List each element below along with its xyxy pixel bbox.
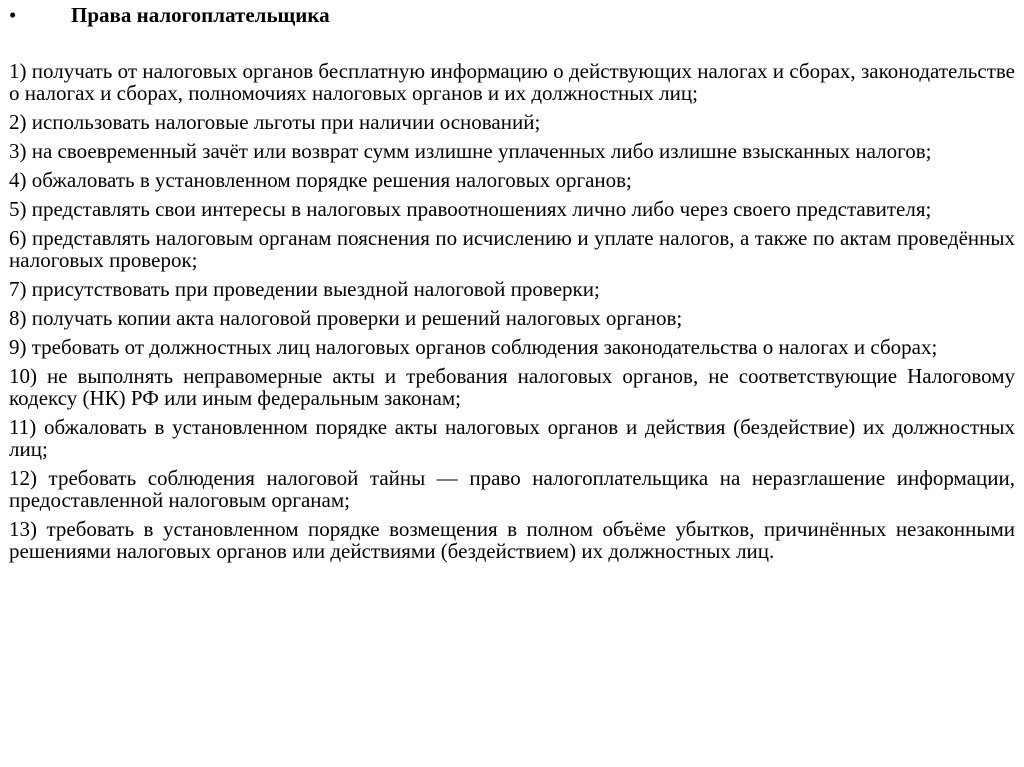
list-item: 12) требовать соблюдения налоговой тайны — право налогоплательщика на неразглашение информации, предоставленной налоговым органам;: [9, 466, 1015, 512]
list-item: 10) не выполнять неправомерные акты и требования налоговых органов, не соответствующие Налоговому кодексу (НК) РФ или иным федеральным законам;: [9, 364, 1015, 410]
list-item: 13) требовать в установленном порядке возмещения в полном объёме убытков, причинённых незаконными решениями налоговых органов или действиями (бездействием) их должностных лиц.: [9, 517, 1015, 563]
list-item: 4) обжаловать в установленном порядке решения налоговых органов;: [9, 168, 632, 192]
heading-title: Права налогоплательщика: [71, 3, 330, 27]
list-item: 3) на своевременный зачёт или возврат сумм излишне уплаченных либо излишне взысканных налогов;: [9, 139, 932, 163]
rights-list: [9, 60, 1015, 569]
list-item: 11) обжаловать в установленном порядке акты налоговых органов и действия (бездействие) их должностных лиц;: [9, 415, 1015, 461]
list-item: 1) получать от налоговых органов бесплатную информацию о действующих налогах и сборах, законодательстве о налогах и сборах, полномочиях налоговых органов и их должностных лиц;: [9, 59, 1015, 105]
list-item: 2) использовать налоговые льготы при наличии оснований;: [9, 110, 541, 134]
list-item: 8) получать копии акта налоговой проверки и решений налоговых органов;: [9, 306, 683, 330]
list-item: 6) представлять налоговым органам пояснения по исчислению и уплате налогов, а также по актам проведённых налоговых проверок;: [9, 226, 1015, 272]
section-heading: [9, 2, 330, 28]
list-item: 5) представлять свои интересы в налоговых правоотношениях лично либо через своего представителя;: [9, 197, 932, 221]
list-item: 9) требовать от должностных лиц налоговых органов соблюдения законодательства о налогах и сборах;: [9, 335, 938, 359]
bullet-icon: •: [9, 3, 17, 27]
list-item: 7) присутствовать при проведении выездной налоговой проверки;: [9, 277, 600, 301]
